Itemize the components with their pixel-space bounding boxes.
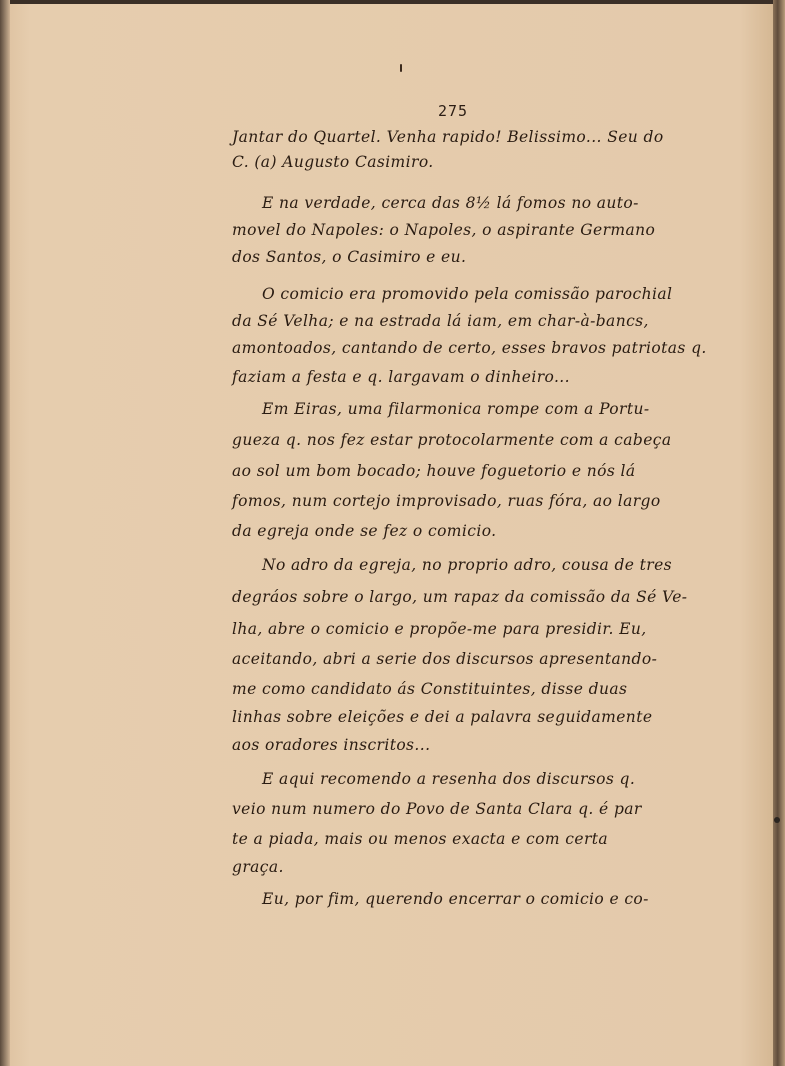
text-line-3: E na verdade, cerca das 8½ lá fomos no auto- (262, 194, 639, 212)
text-line-24: te a piada, mais ou menos exacta e com certa (232, 830, 609, 848)
text-line-13: fomos, num cortejo improvisado, ruas fóra, ao largo (232, 492, 661, 510)
page-number: 275 (438, 102, 469, 120)
text-line-26: Eu, por fim, querendo encerrar o comicio e co- (262, 890, 649, 908)
text-line-12: ao sol um bom bocado; houve foguetorio e nós lá (232, 462, 636, 480)
text-line-14: da egreja onde se fez o comicio. (232, 522, 497, 540)
text-line-9: faziam a festa e q. largavam o dinheiro... (232, 368, 570, 386)
text-line-20: linhas sobre eleições e dei a palavra seguidamente (232, 708, 653, 726)
text-line-8: amontoados, cantando de certo, esses bravos patriotas q. (232, 339, 707, 357)
page-left-edge (0, 0, 10, 1066)
text-line-17: lha, abre o comicio e propõe-me para presidir. Eu, (232, 620, 647, 638)
text-line-23: veio num numero do Povo de Santa Clara q. é par (232, 800, 642, 818)
text-line-5: dos Santos, o Casimiro e eu. (232, 248, 467, 266)
text-line-16: degráos sobre o largo, um rapaz da comissão da Sé Ve- (232, 588, 688, 606)
text-line-22: E aqui recomendo a resenha dos discursos q. (262, 770, 636, 788)
page-binding (773, 0, 785, 1066)
text-line-25: graça. (232, 858, 284, 876)
text-line-18: aceitando, abri a serie dos discursos apresentando- (232, 650, 658, 668)
text-line-15: No adro da egreja, no proprio adro, cousa de tres (262, 556, 673, 574)
ink-mark (400, 64, 402, 72)
text-line-6: O comicio era promovido pela comissão parochial (262, 285, 673, 303)
text-line-21: aos oradores inscritos... (232, 736, 431, 754)
text-line-2: C. (a) Augusto Casimiro. (232, 153, 434, 171)
page-top-edge (0, 0, 785, 4)
text-line-10: Em Eiras, uma filarmonica rompe com a Portu- (262, 400, 650, 418)
text-line-19: me como candidato ás Constituintes, disse duas (232, 680, 628, 698)
text-line-7: da Sé Velha; e na estrada lá iam, em char-à-bancs, (232, 312, 649, 330)
text-line-11: gueza q. nos fez estar protocolarmente com a cabeça (232, 431, 672, 449)
text-line-4: movel do Napoles: o Napoles, o aspirante Germano (232, 221, 656, 239)
ink-dot (774, 817, 780, 823)
text-line-1: Jantar do Quartel. Venha rapido! Belissimo... Seu do (232, 128, 664, 146)
